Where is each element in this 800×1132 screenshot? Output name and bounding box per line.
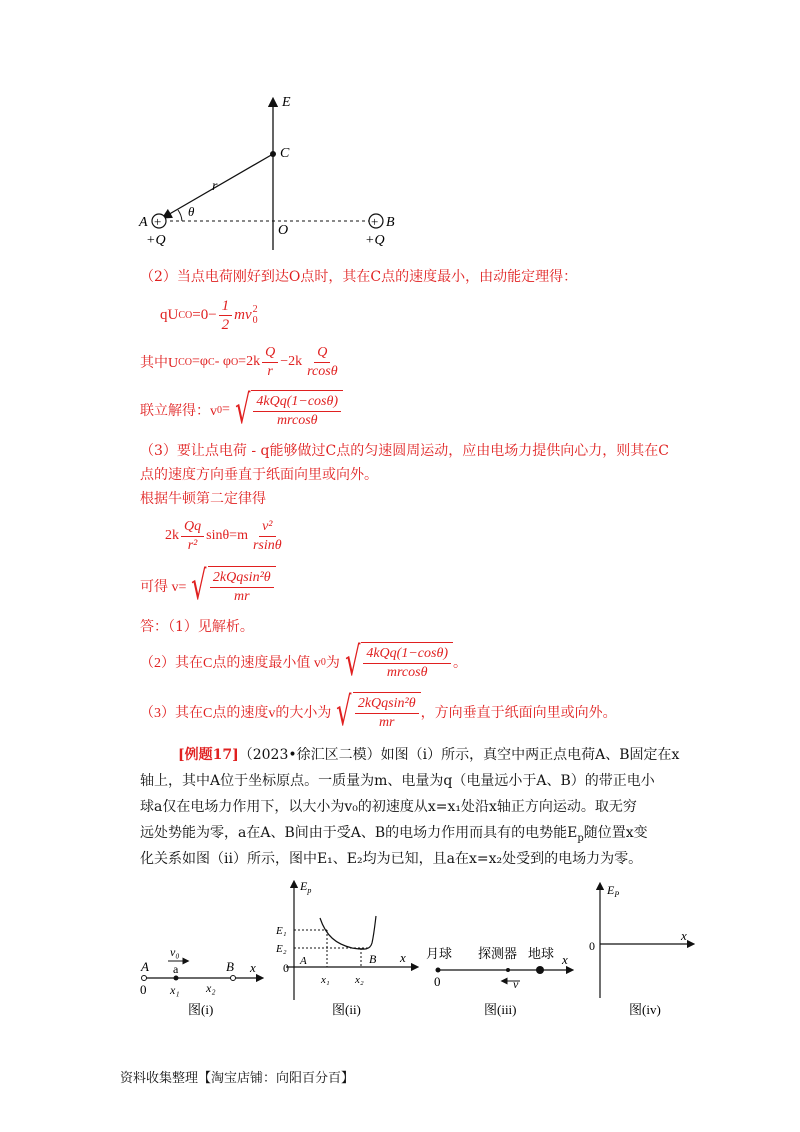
zero-label: 0 <box>283 961 289 975</box>
ep-letter: E <box>300 879 308 893</box>
r-label: r <box>212 179 218 194</box>
eq3-prefix: 联立解得：v <box>140 404 217 419</box>
potential-curve <box>320 916 376 949</box>
eq2-eq2: =2k <box>238 354 261 369</box>
eq2-f2-den: rcosθ <box>307 363 338 379</box>
eq2-eq: =φ <box>192 354 209 369</box>
eq2-mid: −2k <box>280 354 303 369</box>
eq3-num: 4kQq(1−cosθ) <box>253 393 341 412</box>
figure-iii <box>424 930 584 1030</box>
newton-line: 根据牛顿第二定律得 <box>140 491 266 507</box>
ep-sub: p <box>307 886 312 895</box>
eq3-sub: 0 <box>217 404 222 416</box>
figure-iv <box>585 880 695 1030</box>
zero-label: 0 <box>140 982 147 997</box>
x1-label: x₁ <box>321 974 330 986</box>
a-label: A <box>300 955 307 967</box>
eq4-f2-num: v² <box>259 518 275 537</box>
zero-label: 0 <box>434 974 441 989</box>
earth-dot <box>536 966 544 974</box>
eq1-mid: =0− <box>192 306 217 323</box>
eq1-sub: CO <box>178 309 193 321</box>
part3-line2: 点的速度方向垂直于纸面向里或向外。 <box>140 467 378 483</box>
eq4-mid: sinθ=m <box>206 528 248 543</box>
equation-newton <box>165 514 287 558</box>
plus-icon: + <box>371 214 379 229</box>
example-line3: 球a仅在电场力作用下，以大小为v₀的初速度从x=x₁处沿x轴正方向运动。取无穷 <box>140 799 637 815</box>
x1-label: x₁ <box>170 983 180 997</box>
ans3-den: mr <box>378 715 395 730</box>
e2-label: E₂ <box>276 943 287 955</box>
ans2-sub: 0 <box>320 656 326 668</box>
example-line4-sub: p <box>577 832 584 844</box>
eq1-num: 1 <box>219 297 233 316</box>
x-label: x <box>562 952 568 967</box>
part3-line1: （3）要让点电荷 - q能够做过C点的匀速圆周运动，应由电场力提供向心力，则其在C <box>140 443 669 459</box>
equation-potential <box>140 342 343 382</box>
theta-label: θ <box>188 204 195 219</box>
moon-dot <box>436 968 441 973</box>
eq1-sup: 2 <box>252 304 258 315</box>
x2-label: x₂ <box>206 981 216 995</box>
charge-a-dot <box>142 976 147 981</box>
e1-label: E₁ <box>276 925 287 937</box>
ans3-prefix: （3）其在C点的速度v的大小为 <box>140 706 332 721</box>
eq2-f2-num: Q <box>314 344 330 363</box>
equation-v: 可得 v= √ $\frac{\text{2kQqsin²θ}}{mr}$ <box>140 564 276 608</box>
x-label: x <box>681 928 687 943</box>
example-line2: 轴上，其中A位于坐标原点。一质量为m、电量为q（电量远小于A、B）的带正电小 <box>140 773 655 789</box>
x-label: x <box>400 950 406 965</box>
e-axis-label: E <box>282 95 291 110</box>
b-label: B <box>226 959 234 974</box>
x2-label: x₂ <box>355 974 364 986</box>
point-a-label: A <box>139 215 148 230</box>
ball-label: a <box>173 962 179 976</box>
ep-label <box>606 883 619 899</box>
charge-a-value: +Q <box>146 233 166 248</box>
eq3-den: mrcosθ <box>276 413 318 428</box>
example-line1 <box>178 744 679 766</box>
figure-caption: 图(iv) <box>629 1002 661 1017</box>
eq3-eq: = <box>222 402 230 417</box>
point-b-label: B <box>386 215 395 230</box>
answer-2: （2）其在C点的速度最小值 v 0 为 √ $\frac{\text{4kQq(1−cosθ)}}{mrcos\theta}$ 。 <box>140 639 467 685</box>
eq5-num: 2kQqsin²θ <box>210 569 274 588</box>
v0-label: v₀ <box>170 945 180 959</box>
zero-label: 0 <box>589 939 595 953</box>
x-label: x <box>250 960 256 975</box>
part2-intro: （2）当点电荷刚好到达O点时，其在C点的速度最小，由动能定理得： <box>140 269 578 285</box>
eq5-den: mr <box>234 589 250 604</box>
a-label: A <box>141 959 149 974</box>
example-line4 <box>140 822 648 850</box>
eq1-lhs: qU <box>160 306 179 323</box>
r-line <box>166 154 273 216</box>
figure-caption: 图(iii) <box>484 1002 517 1017</box>
eq4-pre: 2k <box>165 528 179 543</box>
probe-dot <box>506 968 510 972</box>
eq2-sub3: O <box>230 356 239 368</box>
eq5-prefix: 可得 v= <box>140 580 187 595</box>
eq2-sub1: CO <box>178 356 193 368</box>
example-line4-text: 远处势能为零，a在A、B间由于受A、B的电场力作用而具有的电势能E <box>140 825 578 841</box>
ans3-num: 2kQqsin²θ <box>355 695 419 714</box>
ans2-den: mrcosθ <box>386 665 428 680</box>
ep-sub: P <box>614 890 620 899</box>
example-line4-end: 随位置x变 <box>583 825 648 841</box>
probe-label: 探测器 <box>478 946 518 961</box>
eq2-prefix: 其中U <box>140 356 179 371</box>
ep-label <box>299 879 311 895</box>
ans2-end: 。 <box>452 656 467 671</box>
ans3-end: ，方向垂直于纸面向里或向外。 <box>420 706 617 721</box>
v-label: v <box>513 977 519 991</box>
equation-kinetic <box>160 293 258 337</box>
equation-v0: 联立解得：v 0 = √ $\frac{\text{4kQq(1−cosθ)}}{mrcos\theta}$ <box>140 388 343 432</box>
charge-b-dot <box>231 976 236 981</box>
charge-b-value: +Q <box>365 233 385 248</box>
moon-label: 月球 <box>426 946 453 961</box>
ans2-prefix: （2）其在C点的速度最小值 v <box>140 656 321 671</box>
eq1-den: 2 <box>221 316 230 333</box>
eq2-f1-den: r <box>267 363 273 379</box>
answer-1: 答：（1）见解析。 <box>140 619 254 635</box>
theta-arc <box>178 210 182 221</box>
figure-ii <box>270 878 420 1028</box>
ball-a-dot <box>174 976 179 981</box>
eq1-rhs: mv <box>234 306 252 323</box>
point-c-label: C <box>280 146 290 161</box>
earth-label: 地球 <box>528 946 555 961</box>
example-line1-text: （2023•徐汇区二模）如图（i）所示，真空中两正点电荷A、B固定在x <box>238 747 680 763</box>
figure-caption: 图(i) <box>188 1002 214 1017</box>
example-line5: 化关系如图（ii）所示，图中E₁、E₂均为已知，且a在x=x₂处受到的电场力为零。 <box>140 851 643 867</box>
origin-label: O <box>278 223 289 238</box>
figure-i <box>130 930 270 1030</box>
plus-icon: + <box>154 214 162 229</box>
figure-caption: 图(ii) <box>332 1002 361 1017</box>
eq4-f1-den: r² <box>187 537 198 553</box>
ans2-mid: 为 <box>325 656 340 671</box>
footer-text: 资料收集整理【淘宝店铺：向阳百分百】 <box>120 1071 355 1086</box>
example-tag: [例题17] <box>178 747 239 763</box>
b-label: B <box>369 952 377 966</box>
charge-diagram <box>130 90 420 250</box>
ans2-num: 4kQq(1−cosθ) <box>363 645 451 664</box>
eq4-f2-den: rsinθ <box>252 537 282 553</box>
answer-3: （3）其在C点的速度v的大小为 √ $\frac{\text{2kQqsin²θ}}{mr}$ ，方向垂直于纸面向里或向外。 <box>140 689 617 735</box>
eq2-minus: - φ <box>214 354 231 369</box>
ep-letter: E <box>607 883 615 897</box>
eq2-sub2: C <box>208 356 215 368</box>
eq4-f1-num: Qq <box>181 518 204 537</box>
eq1-sub0: 0 <box>252 315 258 326</box>
eq2-f1-num: Q <box>262 344 278 363</box>
